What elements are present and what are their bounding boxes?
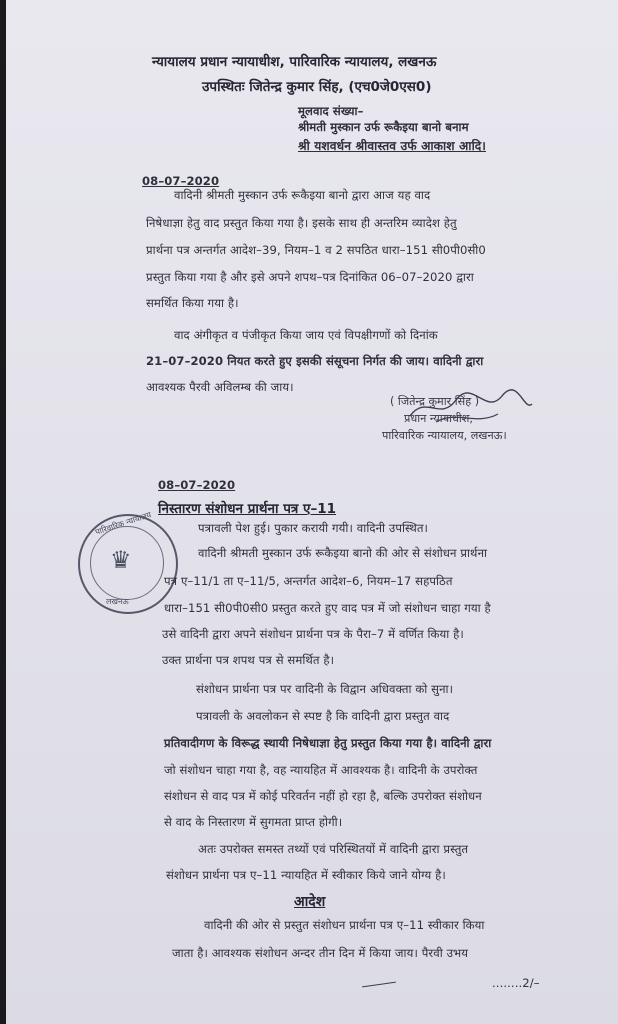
order2-line: धारा–151 सी0पी0सी0 प्रस्तुत करते हुए वाद पत्र में जो संशोधन चाहा गया है bbox=[164, 601, 491, 615]
order1-date: 08–07–2020 bbox=[142, 174, 220, 188]
document-page bbox=[6, 0, 618, 1024]
order-line: जाता है। आवश्यक संशोधन अन्दर तीन दिन में किया जाय। पैरवी उभय bbox=[172, 946, 469, 960]
case-title-line2: श्री यशवर्धन श्रीवास्तव उर्फ आकाश आदि। bbox=[298, 139, 487, 153]
pen-mark bbox=[362, 982, 396, 988]
presiding-judge: उपस्थितः जितेन्द्र कुमार सिंह, (एच0जे0एस0) bbox=[202, 79, 432, 95]
order1-line: वादिनी श्रीमती मुस्कान उर्फ रूकैइया बानो द्वारा आज यह वाद bbox=[174, 188, 431, 202]
court-seal: पारिवारिक न्यायालय ♛ लखनऊ bbox=[78, 514, 178, 614]
order2-line: प्रतिवादीगण के विरूद्ध स्थायी निषेधाज्ञा हेतु प्रस्तुत किया गया है। वादिनी द्वारा bbox=[164, 736, 492, 750]
order2-line: उसे वादिनी द्वारा अपने संशोधन प्रार्थना पत्र के पैरा–7 में वर्णित किया है। bbox=[162, 627, 464, 641]
order1-line: प्रार्थना पत्र अन्तर्गत आदेश–39, नियम–1 व 2 सपठित धारा–151 सी0पी0सी0 bbox=[146, 243, 486, 257]
order1-line: वाद अंगीकृत व पंजीकृत किया जाय एवं विपक्षीगणों को दिनांक bbox=[174, 328, 438, 342]
handwritten-signature bbox=[406, 386, 536, 428]
order2-line: पत्रावली पेश हुई। पुकार करायी गयी। वादिनी उपस्थित। bbox=[198, 521, 429, 535]
order2-line: उक्त प्रार्थना पत्र शपथ पत्र से समर्थित है। bbox=[162, 653, 335, 667]
signature-designation: प्रधान न्यायाधीश, bbox=[404, 412, 473, 425]
order1-line: प्रस्तुत किया गया है और इसे अपने शपथ–पत्र दिनांकित 06–07–2020 द्वारा bbox=[146, 270, 474, 284]
order1-line: आवश्यक पैरवी अविलम्ब की जाय। bbox=[146, 380, 294, 394]
order2-line: जो संशोधन चाहा गया है, वह न्यायहित में आवश्यक है। वादिनी के उपरोक्त bbox=[164, 763, 478, 777]
case-label: मूलवाद संख्या– bbox=[298, 104, 364, 118]
order2-line: संशोधन प्रार्थना पत्र ए–11 न्यायहित में स्वीकार किये जाने योग्य है। bbox=[166, 868, 446, 882]
order2-line: संशोधन प्रार्थना पत्र पर वादिनी के विद्वान अधिवक्ता को सुना। bbox=[196, 682, 454, 696]
order2-line: अतः उपरोक्त समस्त तथ्यों एवं परिस्थितयों में वादिनी द्वारा प्रस्तुत bbox=[198, 842, 469, 856]
order2-title: निस्तारण संशोधन प्रार्थना पत्र ए–11 bbox=[158, 501, 337, 517]
order1-line: 21–07–2020 नियत करते हुए इसकी संसूचना निर्गत की जाय। वादिनी द्वारा bbox=[146, 354, 484, 368]
order2-line: पत्र ए–11/1 ता ए–11/5, अन्तर्गत आदेश–6, नियम–17 सहपठित bbox=[164, 574, 453, 588]
case-title-line1: श्रीमती मुस्कान उर्फ रूकैइया बानो बनाम bbox=[298, 120, 469, 134]
order1-line: समर्थित किया गया है। bbox=[146, 296, 239, 310]
order2-line: से वाद के निस्तारण में सुगमता प्राप्त होगी। bbox=[164, 815, 343, 829]
order2-line: संशोधन से वाद पत्र में कोई परिवर्तन नहीं हो रहा है, बल्कि उपरोक्त संशोधन bbox=[164, 789, 482, 803]
order2-date: 08–07–2020 bbox=[158, 478, 236, 492]
order-heading: आदेश bbox=[294, 894, 326, 910]
page-continuation: ........2/– bbox=[492, 976, 540, 990]
order2-line: वादिनी श्रीमती मुस्कान उर्फ रूकैइया बानो की ओर से संशोधन प्रार्थना bbox=[198, 546, 488, 560]
signature-name: ( जितेन्द्र कुमार सिंह ) bbox=[390, 395, 480, 408]
emblem-icon: ♛ bbox=[110, 546, 132, 574]
order1-line: निषेधाज्ञा हेतु वाद प्रस्तुत किया गया है। इसके साथ ही अन्तरिम व्यादेश हेतु bbox=[146, 216, 457, 230]
signature-court: पारिवारिक न्यायालय, लखनऊ। bbox=[382, 429, 507, 442]
order-line: वादिनी की ओर से प्रस्तुत संशोधन प्रार्थना पत्र ए–11 स्वीकार किया bbox=[204, 918, 485, 932]
order2-line: पत्रावली के अवलोकन से स्पष्ट है कि वादिनी द्वारा प्रस्तुत वाद bbox=[196, 709, 450, 723]
court-title: न्यायालय प्रधान न्यायाधीश, पारिवारिक न्यायालय, लखनऊ bbox=[152, 54, 437, 70]
